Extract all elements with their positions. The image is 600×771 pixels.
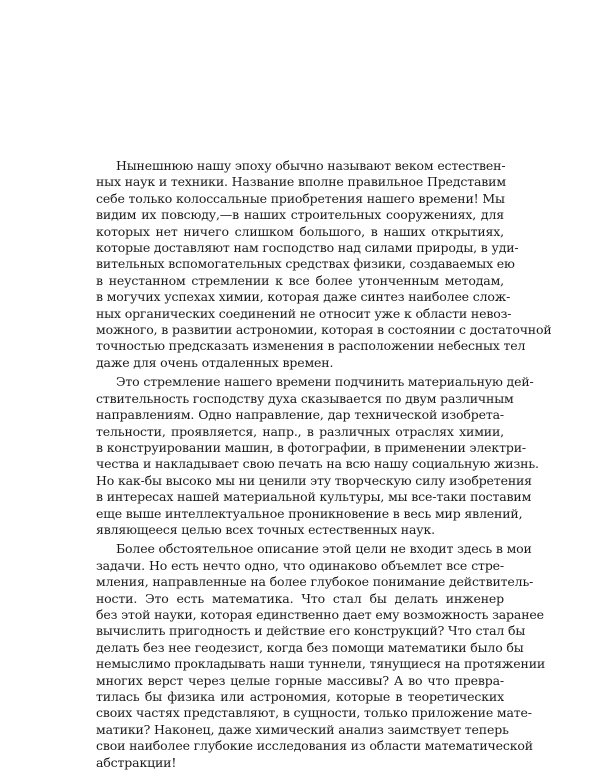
text-line: еще выше интеллектуальное проникновение в весь мир явлений, xyxy=(96,505,523,521)
text-line: видим их повсюду,—в наших строительных сооружениях, для xyxy=(96,207,504,223)
text-line: без этой науки, которая единственно дает ему возможность заранее xyxy=(96,606,544,622)
text-line: немыслимо прокладывать наши туннели, тянущиеся на протяжении xyxy=(96,656,546,672)
text-line: в интересах нашей материальной культуры, мы все-таки поставим xyxy=(96,489,532,505)
text-line: вычислить пригодность и действие его конструкций? Что стал бы xyxy=(96,623,526,639)
text-line: тилась бы физика или астрономия, которые в теоретических xyxy=(96,689,504,704)
text-line: задачи. Но есть нечто одно, что одинаково объемлет все стре- xyxy=(96,557,504,573)
text-line: своих частях представляют, в сущности, только приложение мате- xyxy=(96,705,532,721)
text-line: которые доставляют нам господство над силами природы, в уди- xyxy=(96,240,519,256)
text-line: которых нет ничего слишком большого, в наших открытиях, xyxy=(96,223,504,239)
text-line: можного, в развитии астрономии, которая в состоянии с достаточной xyxy=(96,322,552,338)
text-line: Это стремление нашего времени подчинить материальную дей- xyxy=(116,374,534,390)
text-line: ствительность господству духа сказывается по двум различным xyxy=(96,390,514,406)
text-line: делать без нее геодезист, когда без помощи математики было бы xyxy=(96,639,524,655)
body-text xyxy=(96,158,552,771)
text-line: чества и накладывает свою печать на всю нашу социальную жизнь. xyxy=(96,456,539,472)
text-line: абстракции! xyxy=(96,754,177,770)
text-line: в могучих успехах химии, которая даже синтез наиболее слож- xyxy=(96,289,511,305)
text-line: направлениям. Одно направление, дар технической изобрета- xyxy=(96,407,504,423)
text-line: мления, направленные на более глубокое понимание действитель- xyxy=(96,574,534,590)
text-line: матики? Наконец, даже химический анализ заимствует теперь xyxy=(96,721,509,737)
text-line: Более обстоятельное описание этой цели не входит здесь в мои xyxy=(116,541,532,557)
text-line: в неустанном стремлении к все более утонченным методам, xyxy=(96,272,504,288)
text-line: себе только колоссальные приобретения нашего времени! Мы xyxy=(96,190,505,206)
text-line: вительных вспомогательных средствах физики, создаваемых ею xyxy=(96,256,515,272)
text-line: даже для очень отдаленных времен. xyxy=(96,354,334,370)
text-line: тельности, проявляется, напр., в различных отраслях химии, xyxy=(96,423,504,439)
text-line: многих верст через целые горные массивы? А во что превра- xyxy=(96,672,504,688)
text-line: Но как-бы высоко мы ни ценили эту творческую силу изобретения xyxy=(96,472,532,488)
text-line: ных наук и техники. Название вполне правильное Представим xyxy=(96,174,506,190)
text-line: свои наиболее глубокие исследования из области математической xyxy=(96,738,533,754)
text-line: Нынешнюю нашу эпоху обычно называют веком естествен- xyxy=(116,158,506,173)
text-line: являющееся целью всех точных естественных наук. xyxy=(96,521,435,537)
text-line: точностью предсказать изменения в расположении небесных тел xyxy=(96,338,526,354)
paragraph-2 xyxy=(96,374,539,538)
text-line: в конструировании машин, в фотографии, в применении электри- xyxy=(96,439,526,455)
text-line: ности. Это есть математика. Что стал бы делать инженер xyxy=(96,590,504,606)
paragraph-1 xyxy=(96,158,552,371)
paragraph-3 xyxy=(96,541,546,771)
text-line: ных органических соединений не относит уже к области невоз- xyxy=(96,305,512,321)
